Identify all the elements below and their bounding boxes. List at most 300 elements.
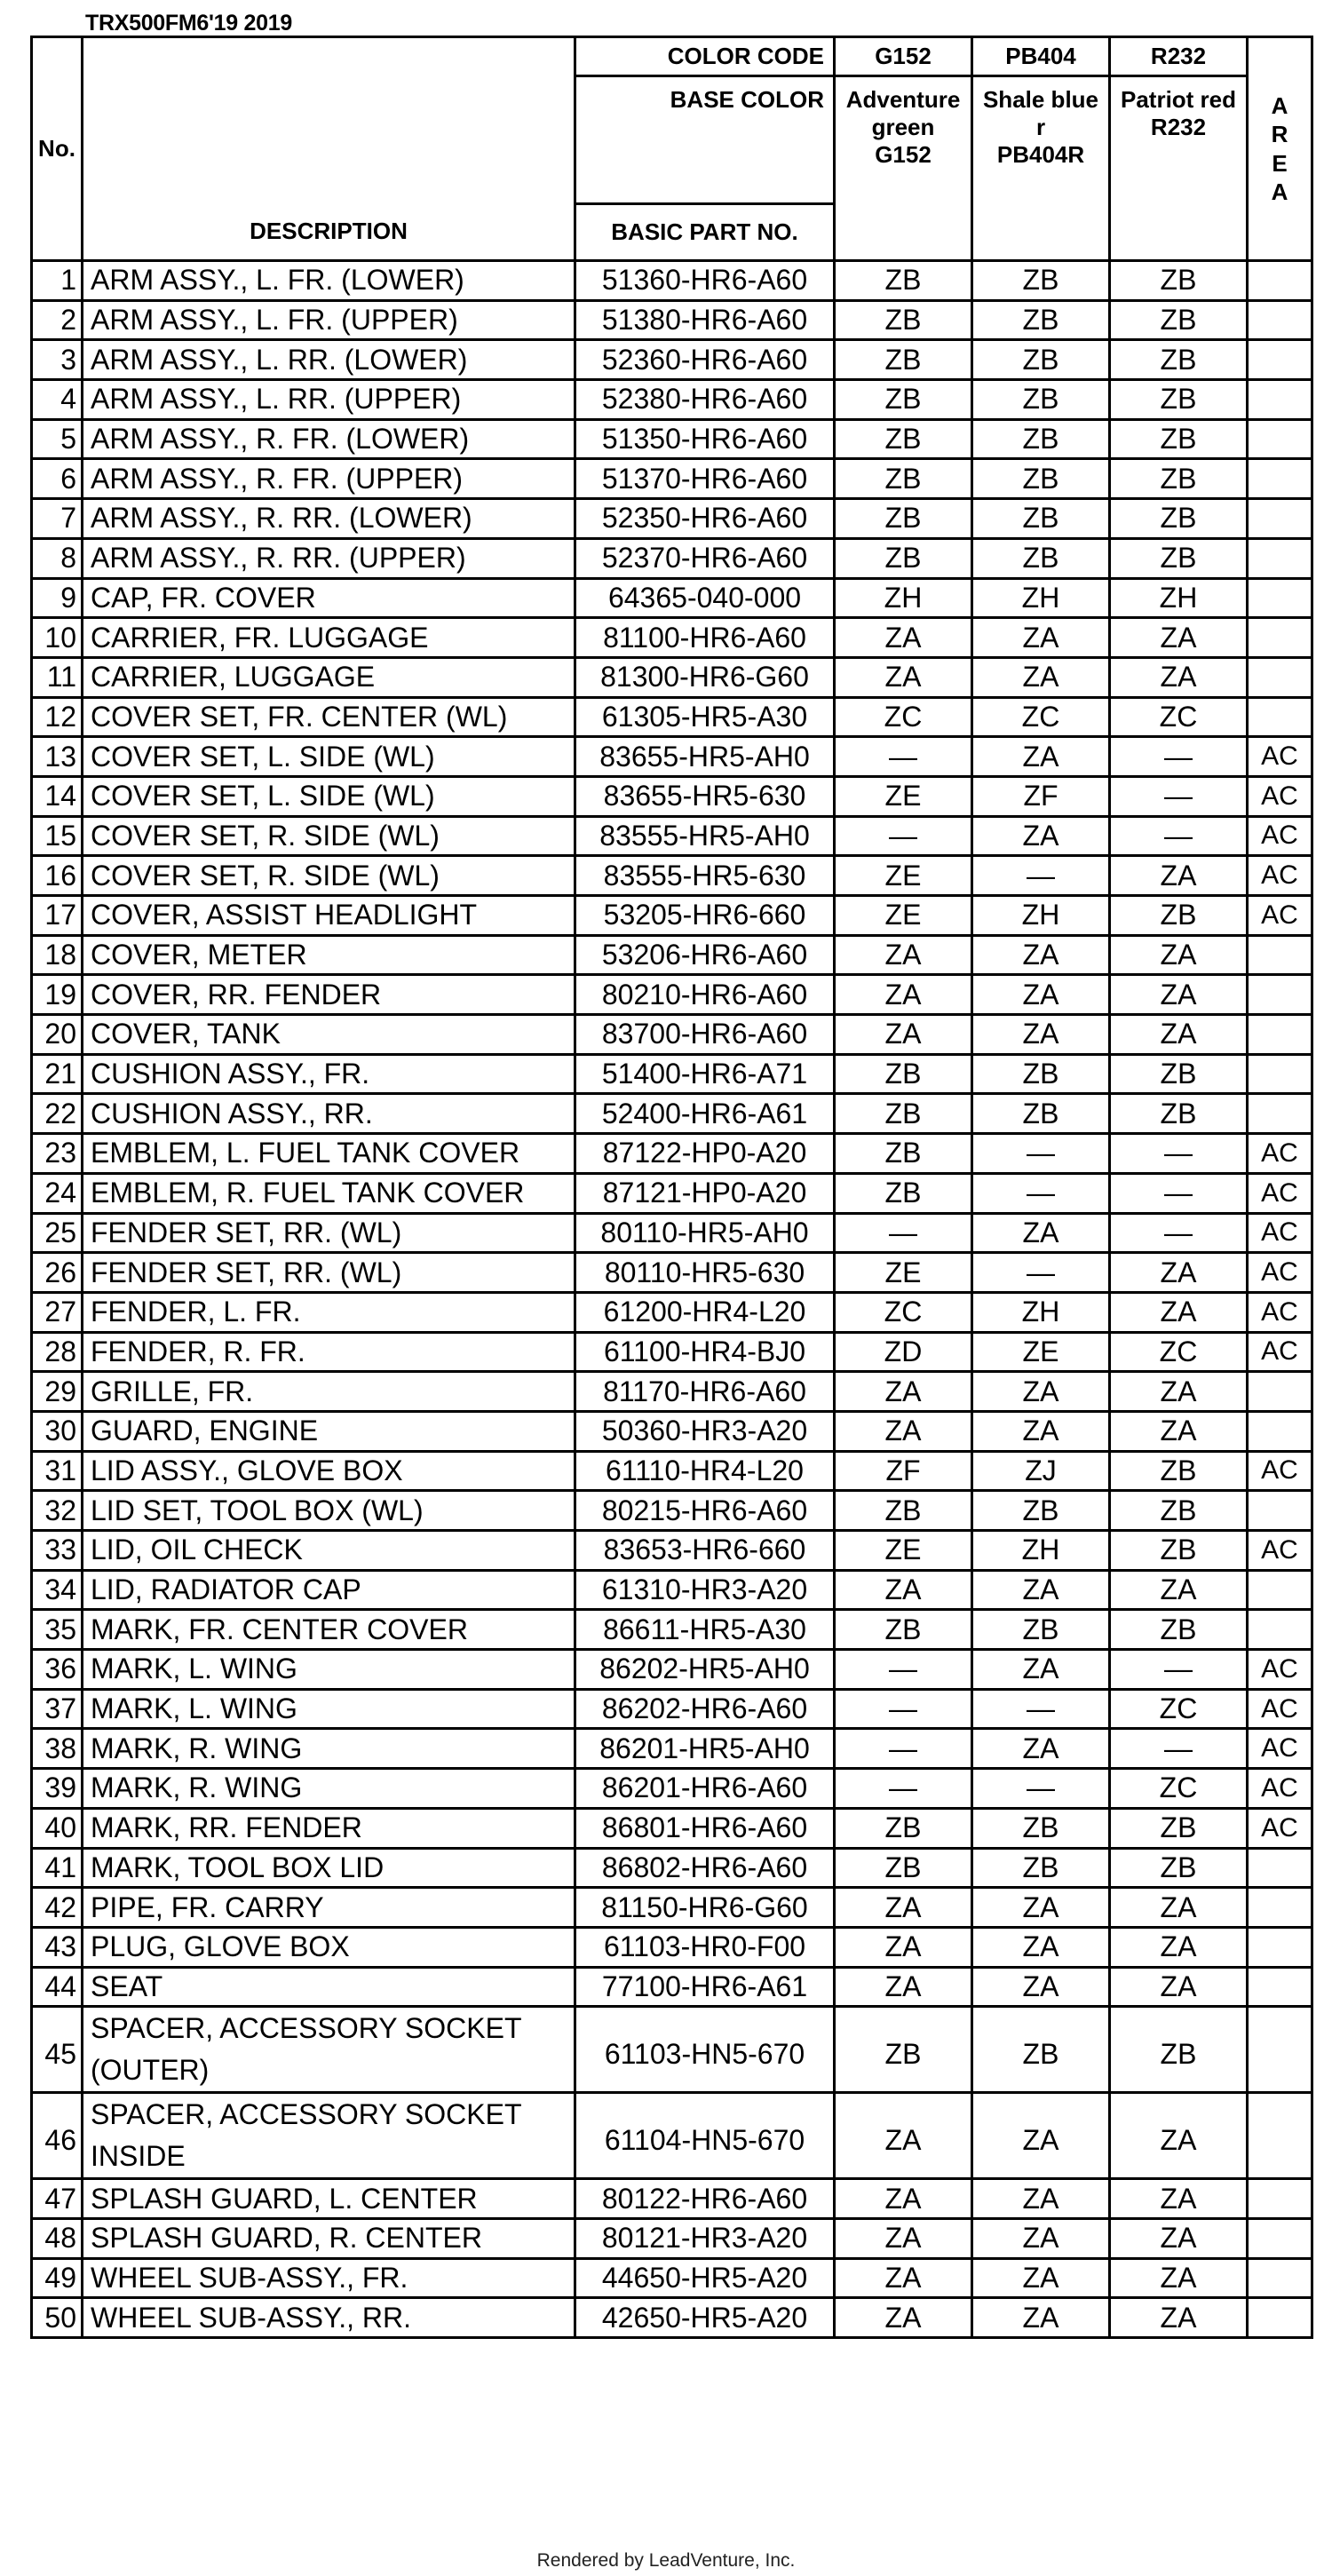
row-number: 3 <box>32 340 83 380</box>
row-color-g152: ZE <box>835 1253 972 1293</box>
row-number: 30 <box>32 1411 83 1451</box>
row-description: LID, OIL CHECK <box>83 1531 575 1571</box>
row-color-g152: ZB <box>835 2007 972 2093</box>
row-part-number: 51360-HR6-A60 <box>575 261 835 301</box>
row-color-g152: ZA <box>835 2218 972 2258</box>
row-number: 27 <box>32 1292 83 1332</box>
row-color-r232: ZA <box>1110 2179 1248 2219</box>
row-area <box>1248 1610 1312 1650</box>
row-color-pb404: ZA <box>972 1729 1110 1769</box>
row-color-g152: ZE <box>835 1531 972 1571</box>
row-number: 42 <box>32 1888 83 1928</box>
row-color-g152: ZB <box>835 340 972 380</box>
row-number: 20 <box>32 1015 83 1055</box>
row-number: 49 <box>32 2258 83 2298</box>
row-number: 6 <box>32 459 83 499</box>
row-color-pb404: ZA <box>972 2258 1110 2298</box>
row-color-pb404: ZB <box>972 499 1110 539</box>
row-part-number: 53206-HR6-A60 <box>575 935 835 975</box>
row-area <box>1248 2093 1312 2179</box>
row-part-number: 44650-HR5-A20 <box>575 2258 835 2298</box>
row-color-pb404: ZJ <box>972 1451 1110 1491</box>
row-color-r232: ZB <box>1110 419 1248 459</box>
row-color-r232: ZA <box>1110 618 1248 658</box>
row-number: 24 <box>32 1173 83 1213</box>
row-part-number: 52400-HR6-A61 <box>575 1094 835 1134</box>
row-color-r232: ZA <box>1110 1253 1248 1293</box>
header-color-name-1: Adventure green G152 <box>835 76 972 261</box>
row-color-pb404: ZA <box>972 1372 1110 1412</box>
row-color-pb404: ZB <box>972 1808 1110 1848</box>
row-color-pb404: ZA <box>972 816 1110 856</box>
row-color-g152: ZE <box>835 856 972 896</box>
row-area <box>1248 1015 1312 1055</box>
row-part-number: 83655-HR5-630 <box>575 776 835 816</box>
row-color-pb404: ZA <box>972 1015 1110 1055</box>
row-color-g152: ZB <box>835 1610 972 1650</box>
row-color-pb404: ZB <box>972 1054 1110 1094</box>
row-color-g152: ZB <box>835 1094 972 1134</box>
row-color-r232: ZB <box>1110 261 1248 301</box>
row-color-g152: ZA <box>835 935 972 975</box>
row-part-number: 52370-HR6-A60 <box>575 538 835 578</box>
row-color-r232: ZC <box>1110 1769 1248 1809</box>
header-color-name-2-text: Shale blue r PB404R <box>982 86 1099 169</box>
row-color-g152: ZE <box>835 776 972 816</box>
header-color-code: COLOR CODE <box>575 37 835 76</box>
row-description: SPACER, ACCESSORY SOCKET (OUTER) <box>83 2007 575 2093</box>
row-area <box>1248 1411 1312 1451</box>
row-color-r232: ZA <box>1110 975 1248 1015</box>
row-color-r232: ZA <box>1110 2218 1248 2258</box>
row-description: CARRIER, LUGGAGE <box>83 657 575 697</box>
row-description: COVER SET, L. SIDE (WL) <box>83 776 575 816</box>
row-description: ARM ASSY., L. FR. (UPPER) <box>83 300 575 340</box>
row-description: SPLASH GUARD, L. CENTER <box>83 2179 575 2219</box>
row-color-g152: ZB <box>835 1134 972 1174</box>
row-number: 4 <box>32 380 83 420</box>
row-color-pb404: ZA <box>972 1570 1110 1610</box>
row-description: COVER, TANK <box>83 1015 575 1055</box>
row-description: ARM ASSY., L. RR. (LOWER) <box>83 340 575 380</box>
row-color-r232: — <box>1110 1173 1248 1213</box>
header-area <box>1248 37 1312 261</box>
table-row <box>32 1015 1312 1055</box>
row-number: 13 <box>32 737 83 777</box>
row-color-pb404: — <box>972 1253 1110 1293</box>
table-row <box>32 816 1312 856</box>
row-description: ARM ASSY., L. RR. (UPPER) <box>83 380 575 420</box>
row-part-number: 86801-HR6-A60 <box>575 1808 835 1848</box>
document-title: TRX500FM6'19 2019 <box>85 11 292 36</box>
row-color-pb404: ZF <box>972 776 1110 816</box>
row-number: 14 <box>32 776 83 816</box>
row-number: 2 <box>32 300 83 340</box>
row-description: ARM ASSY., L. FR. (LOWER) <box>83 261 575 301</box>
row-part-number: 51380-HR6-A60 <box>575 300 835 340</box>
row-number: 50 <box>32 2298 83 2338</box>
row-color-g152: ZA <box>835 1411 972 1451</box>
row-description: MARK, L. WING <box>83 1650 575 1690</box>
table-row <box>32 1054 1312 1094</box>
row-description: SPLASH GUARD, R. CENTER <box>83 2218 575 2258</box>
row-color-g152: ZA <box>835 1967 972 2007</box>
row-area <box>1248 975 1312 1015</box>
row-color-r232: ZC <box>1110 1332 1248 1372</box>
row-number: 46 <box>32 2093 83 2179</box>
row-description: COVER, METER <box>83 935 575 975</box>
row-description: EMBLEM, R. FUEL TANK COVER <box>83 1173 575 1213</box>
row-color-g152: ZB <box>835 499 972 539</box>
parts-rows <box>32 261 1312 2338</box>
header-base-color: BASE COLOR <box>575 76 835 204</box>
table-row <box>32 1848 1312 1888</box>
table-row <box>32 538 1312 578</box>
row-description: ARM ASSY., R. RR. (UPPER) <box>83 538 575 578</box>
row-number: 22 <box>32 1094 83 1134</box>
table-row <box>32 261 1312 301</box>
row-color-pb404: ZA <box>972 2179 1110 2219</box>
row-area: AC <box>1248 1253 1312 1293</box>
row-description: COVER, ASSIST HEADLIGHT <box>83 896 575 936</box>
row-color-pb404: ZB <box>972 2007 1110 2093</box>
row-color-pb404: ZH <box>972 1292 1110 1332</box>
table-row <box>32 2298 1312 2338</box>
row-area <box>1248 618 1312 658</box>
row-color-g152: ZA <box>835 975 972 1015</box>
row-description: CUSHION ASSY., FR. <box>83 1054 575 1094</box>
row-description: COVER SET, R. SIDE (WL) <box>83 816 575 856</box>
header-color-code-3: R232 <box>1110 37 1248 76</box>
row-color-r232: — <box>1110 1134 1248 1174</box>
row-color-g152: ZB <box>835 1848 972 1888</box>
row-area <box>1248 1848 1312 1888</box>
row-color-pb404: ZA <box>972 975 1110 1015</box>
row-color-pb404: ZC <box>972 697 1110 737</box>
row-area <box>1248 697 1312 737</box>
row-number: 44 <box>32 1967 83 2007</box>
header-color-code-1: G152 <box>835 37 972 76</box>
row-part-number: 83653-HR6-660 <box>575 1531 835 1571</box>
table-row <box>32 1332 1312 1372</box>
row-color-pb404: ZA <box>972 618 1110 658</box>
row-part-number: 51370-HR6-A60 <box>575 459 835 499</box>
table-row <box>32 1808 1312 1848</box>
row-area: AC <box>1248 737 1312 777</box>
row-color-pb404: ZA <box>972 1927 1110 1967</box>
row-color-r232: ZA <box>1110 2298 1248 2338</box>
row-part-number: 50360-HR3-A20 <box>575 1411 835 1451</box>
header-color-name-3: Patriot red R232 <box>1110 76 1248 261</box>
table-row <box>32 896 1312 936</box>
row-color-r232: ZB <box>1110 499 1248 539</box>
row-part-number: 61305-HR5-A30 <box>575 697 835 737</box>
table-row <box>32 856 1312 896</box>
row-color-r232: ZB <box>1110 300 1248 340</box>
table-row <box>32 1769 1312 1809</box>
row-color-r232: — <box>1110 1650 1248 1690</box>
row-color-pb404: ZH <box>972 1531 1110 1571</box>
row-color-pb404: ZB <box>972 1610 1110 1650</box>
row-color-g152: ZH <box>835 578 972 618</box>
row-number: 5 <box>32 419 83 459</box>
row-number: 7 <box>32 499 83 539</box>
row-area <box>1248 300 1312 340</box>
row-description: FENDER, R. FR. <box>83 1332 575 1372</box>
table-row <box>32 1411 1312 1451</box>
row-area: AC <box>1248 1769 1312 1809</box>
row-description: FENDER SET, RR. (WL) <box>83 1213 575 1253</box>
row-number: 19 <box>32 975 83 1015</box>
row-color-r232: ZC <box>1110 1689 1248 1729</box>
row-part-number: 61100-HR4-BJ0 <box>575 1332 835 1372</box>
table-row <box>32 300 1312 340</box>
row-color-pb404: ZE <box>972 1332 1110 1372</box>
row-area <box>1248 578 1312 618</box>
row-color-pb404: ZA <box>972 2093 1110 2179</box>
table-row <box>32 459 1312 499</box>
row-part-number: 86202-HR6-A60 <box>575 1689 835 1729</box>
row-part-number: 86611-HR5-A30 <box>575 1610 835 1650</box>
row-part-number: 83555-HR5-AH0 <box>575 816 835 856</box>
row-color-pb404: ZH <box>972 896 1110 936</box>
row-color-g152: ZB <box>835 1491 972 1531</box>
row-color-r232: ZA <box>1110 1411 1248 1451</box>
row-color-g152: ZA <box>835 2093 972 2179</box>
row-description: MARK, RR. FENDER <box>83 1808 575 1848</box>
row-area <box>1248 419 1312 459</box>
row-area <box>1248 499 1312 539</box>
row-description: PIPE, FR. CARRY <box>83 1888 575 1928</box>
row-color-r232: ZB <box>1110 538 1248 578</box>
row-number: 11 <box>32 657 83 697</box>
row-color-r232: ZA <box>1110 1015 1248 1055</box>
table-row <box>32 2218 1312 2258</box>
row-area <box>1248 340 1312 380</box>
row-part-number: 86201-HR5-AH0 <box>575 1729 835 1769</box>
row-color-pb404: ZA <box>972 737 1110 777</box>
table-row <box>32 1134 1312 1174</box>
row-part-number: 81170-HR6-A60 <box>575 1372 835 1412</box>
row-area <box>1248 1927 1312 1967</box>
row-color-r232: ZB <box>1110 2007 1248 2093</box>
row-part-number: 53205-HR6-660 <box>575 896 835 936</box>
row-color-g152: ZB <box>835 1808 972 1848</box>
table-row <box>32 2093 1312 2179</box>
row-number: 36 <box>32 1650 83 1690</box>
row-color-pb404: ZB <box>972 459 1110 499</box>
row-part-number: 61103-HR0-F00 <box>575 1927 835 1967</box>
table-row <box>32 975 1312 1015</box>
row-color-g152: ZB <box>835 459 972 499</box>
row-color-g152: ZA <box>835 1570 972 1610</box>
row-area: AC <box>1248 1650 1312 1690</box>
row-color-r232: — <box>1110 737 1248 777</box>
header-basic-part-no: BASIC PART NO. <box>575 204 835 261</box>
table-row <box>32 776 1312 816</box>
row-part-number: 80110-HR5-AH0 <box>575 1213 835 1253</box>
row-number: 31 <box>32 1451 83 1491</box>
row-color-pb404: ZA <box>972 1888 1110 1928</box>
row-color-g152: ZA <box>835 1888 972 1928</box>
row-color-r232: ZA <box>1110 1927 1248 1967</box>
row-area <box>1248 2258 1312 2298</box>
row-area: AC <box>1248 1451 1312 1491</box>
row-area <box>1248 1491 1312 1531</box>
row-color-r232: ZA <box>1110 856 1248 896</box>
row-color-r232: ZH <box>1110 578 1248 618</box>
table-row <box>32 1451 1312 1491</box>
row-description: MARK, L. WING <box>83 1689 575 1729</box>
row-number: 8 <box>32 538 83 578</box>
row-area <box>1248 459 1312 499</box>
row-color-g152: ZC <box>835 1292 972 1332</box>
row-color-g152: — <box>835 816 972 856</box>
row-number: 41 <box>32 1848 83 1888</box>
row-part-number: 86202-HR5-AH0 <box>575 1650 835 1690</box>
row-number: 26 <box>32 1253 83 1293</box>
row-color-pb404: ZB <box>972 261 1110 301</box>
row-description: MARK, TOOL BOX LID <box>83 1848 575 1888</box>
row-color-pb404: — <box>972 1769 1110 1809</box>
row-part-number: 83655-HR5-AH0 <box>575 737 835 777</box>
row-number: 23 <box>32 1134 83 1174</box>
row-color-r232: ZC <box>1110 697 1248 737</box>
row-color-g152: ZA <box>835 2258 972 2298</box>
row-color-g152: ZA <box>835 657 972 697</box>
row-part-number: 52360-HR6-A60 <box>575 340 835 380</box>
row-number: 32 <box>32 1491 83 1531</box>
row-color-g152: ZB <box>835 261 972 301</box>
row-number: 48 <box>32 2218 83 2258</box>
row-color-g152: ZC <box>835 697 972 737</box>
row-color-r232: ZA <box>1110 1292 1248 1332</box>
row-color-g152: ZE <box>835 896 972 936</box>
row-color-r232: ZA <box>1110 2258 1248 2298</box>
row-color-r232: ZB <box>1110 1531 1248 1571</box>
row-area <box>1248 1967 1312 2007</box>
row-part-number: 80210-HR6-A60 <box>575 975 835 1015</box>
table-row <box>32 499 1312 539</box>
row-number: 18 <box>32 935 83 975</box>
row-part-number: 52380-HR6-A60 <box>575 380 835 420</box>
row-area <box>1248 2218 1312 2258</box>
row-color-g152: ZB <box>835 1054 972 1094</box>
row-description: LID SET, TOOL BOX (WL) <box>83 1491 575 1531</box>
table-row <box>32 737 1312 777</box>
row-color-g152: ZB <box>835 300 972 340</box>
row-part-number: 83700-HR6-A60 <box>575 1015 835 1055</box>
row-part-number: 80110-HR5-630 <box>575 1253 835 1293</box>
row-color-pb404: ZB <box>972 1848 1110 1888</box>
row-part-number: 86802-HR6-A60 <box>575 1848 835 1888</box>
row-color-pb404: ZB <box>972 340 1110 380</box>
row-part-number: 51400-HR6-A71 <box>575 1054 835 1094</box>
row-color-g152: — <box>835 1650 972 1690</box>
row-area: AC <box>1248 1808 1312 1848</box>
row-description: COVER SET, FR. CENTER (WL) <box>83 697 575 737</box>
row-color-r232: ZB <box>1110 1054 1248 1094</box>
table-row <box>32 1253 1312 1293</box>
header-color-code-2: PB404 <box>972 37 1110 76</box>
table-row <box>32 1729 1312 1769</box>
table-row <box>32 1650 1312 1690</box>
row-description: EMBLEM, L. FUEL TANK COVER <box>83 1134 575 1174</box>
row-area <box>1248 261 1312 301</box>
row-description: ARM ASSY., R. RR. (LOWER) <box>83 499 575 539</box>
row-color-g152: ZB <box>835 380 972 420</box>
row-number: 33 <box>32 1531 83 1571</box>
row-description: CAP, FR. COVER <box>83 578 575 618</box>
row-color-pb404: ZH <box>972 578 1110 618</box>
row-color-r232: ZA <box>1110 2093 1248 2179</box>
row-number: 37 <box>32 1689 83 1729</box>
row-color-pb404: — <box>972 1689 1110 1729</box>
row-part-number: 61103-HN5-670 <box>575 2007 835 2093</box>
table-row <box>32 340 1312 380</box>
header-no: No. <box>32 37 83 261</box>
row-part-number: 64365-040-000 <box>575 578 835 618</box>
row-part-number: 61110-HR4-L20 <box>575 1451 835 1491</box>
row-color-g152: ZA <box>835 2298 972 2338</box>
row-color-r232: ZB <box>1110 340 1248 380</box>
row-color-r232: ZA <box>1110 1570 1248 1610</box>
row-description: GRILLE, FR. <box>83 1372 575 1412</box>
row-color-r232: ZB <box>1110 896 1248 936</box>
row-area: AC <box>1248 816 1312 856</box>
row-color-r232: ZB <box>1110 459 1248 499</box>
table-row <box>32 1491 1312 1531</box>
row-number: 17 <box>32 896 83 936</box>
row-description: COVER SET, R. SIDE (WL) <box>83 856 575 896</box>
row-part-number: 83555-HR5-630 <box>575 856 835 896</box>
row-area <box>1248 1570 1312 1610</box>
row-description: MARK, FR. CENTER COVER <box>83 1610 575 1650</box>
row-part-number: 51350-HR6-A60 <box>575 419 835 459</box>
row-number: 43 <box>32 1927 83 1967</box>
row-color-pb404: ZA <box>972 1967 1110 2007</box>
row-part-number: 61310-HR3-A20 <box>575 1570 835 1610</box>
row-number: 28 <box>32 1332 83 1372</box>
table-row <box>32 1967 1312 2007</box>
table-row <box>32 1927 1312 1967</box>
row-color-pb404: ZB <box>972 380 1110 420</box>
row-area: AC <box>1248 1213 1312 1253</box>
row-color-pb404: ZA <box>972 1650 1110 1690</box>
row-part-number: 77100-HR6-A61 <box>575 1967 835 2007</box>
row-description: WHEEL SUB-ASSY., RR. <box>83 2298 575 2338</box>
row-area: AC <box>1248 1292 1312 1332</box>
row-description: ARM ASSY., R. FR. (LOWER) <box>83 419 575 459</box>
row-part-number: 80121-HR3-A20 <box>575 2218 835 2258</box>
row-color-pb404: ZA <box>972 2218 1110 2258</box>
table-row <box>32 1531 1312 1571</box>
row-color-r232: ZA <box>1110 1967 1248 2007</box>
row-color-r232: ZB <box>1110 1808 1248 1848</box>
table-row <box>32 697 1312 737</box>
table-row <box>32 1094 1312 1134</box>
row-color-r232: ZB <box>1110 1848 1248 1888</box>
row-area: AC <box>1248 776 1312 816</box>
row-description: SEAT <box>83 1967 575 2007</box>
row-number: 47 <box>32 2179 83 2219</box>
row-color-r232: ZA <box>1110 935 1248 975</box>
row-color-g152: ZD <box>835 1332 972 1372</box>
row-part-number: 80122-HR6-A60 <box>575 2179 835 2219</box>
row-number: 39 <box>32 1769 83 1809</box>
row-number: 16 <box>32 856 83 896</box>
row-area: AC <box>1248 1689 1312 1729</box>
